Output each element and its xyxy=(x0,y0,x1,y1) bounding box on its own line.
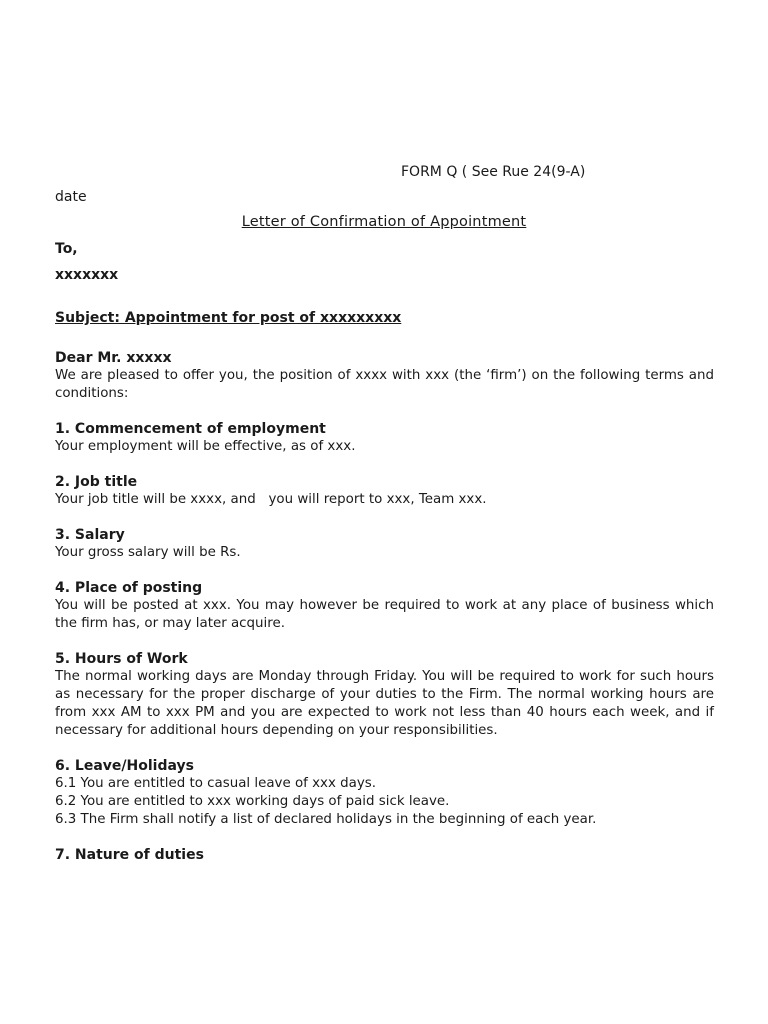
section-salary xyxy=(55,527,714,562)
section-text: Your job title will be xxxx, and you will report to xxx, Team xxx. xyxy=(55,492,487,507)
section-heading: 6. Leave/Holidays xyxy=(55,758,194,774)
section-text: 6.2 You are entitled to xxx working days of paid sick leave. xyxy=(55,794,450,809)
letter-body xyxy=(55,349,714,864)
section-text: You will be posted at xxx. You may however be required to work at any place of business which the firm has, or may later acquire. xyxy=(55,598,714,631)
section-place-of-posting xyxy=(55,580,714,633)
section-commencement xyxy=(55,421,714,456)
section-leave-holidays xyxy=(55,758,714,829)
section-text: 6.3 The Firm shall notify a list of declared holidays in the beginning of each year. xyxy=(55,812,597,827)
date-line: date xyxy=(55,189,87,205)
section-text: 6.1 You are entitled to casual leave of xxx days. xyxy=(55,776,377,791)
subject-line: Subject: Appointment for post of xxxxxxxxx xyxy=(55,310,402,326)
section-nature-of-duties xyxy=(55,847,714,864)
section-heading: 7. Nature of duties xyxy=(55,847,204,863)
section-job-title xyxy=(55,474,714,509)
document-title: Letter of Confirmation of Appointment xyxy=(241,214,527,230)
section-text: Your employment will be effective, as of xxx. xyxy=(55,439,356,454)
section-heading: 1. Commencement of employment xyxy=(55,421,326,437)
section-hours-of-work xyxy=(55,651,714,740)
intro-paragraph: We are pleased to offer you, the position of xxxx with xxx (the ‘firm’) on the following terms and conditions: xyxy=(55,368,714,401)
section-text: The normal working days are Monday through Friday. You will be required to work for such hours as necessary for the proper discharge of your duties to the Firm. The normal working hours are from xxx AM to xxx PM and you are expected to work not less than 40 hours each week, and if necessary for additional hours depending on your responsibilities. xyxy=(55,669,714,738)
section-heading: 3. Salary xyxy=(55,527,125,543)
section-heading: 4. Place of posting xyxy=(55,580,203,596)
recipient-name: xxxxxxx xyxy=(55,267,119,283)
section-heading: 5. Hours of Work xyxy=(55,651,188,667)
section-heading: 2. Job title xyxy=(55,474,138,490)
to-label: To, xyxy=(55,241,78,257)
section-text: Your gross salary will be Rs. xyxy=(55,545,241,560)
form-reference: FORM Q ( See Rue 24(9-A) xyxy=(401,164,586,180)
salutation: Dear Mr. xxxxx xyxy=(55,350,172,366)
